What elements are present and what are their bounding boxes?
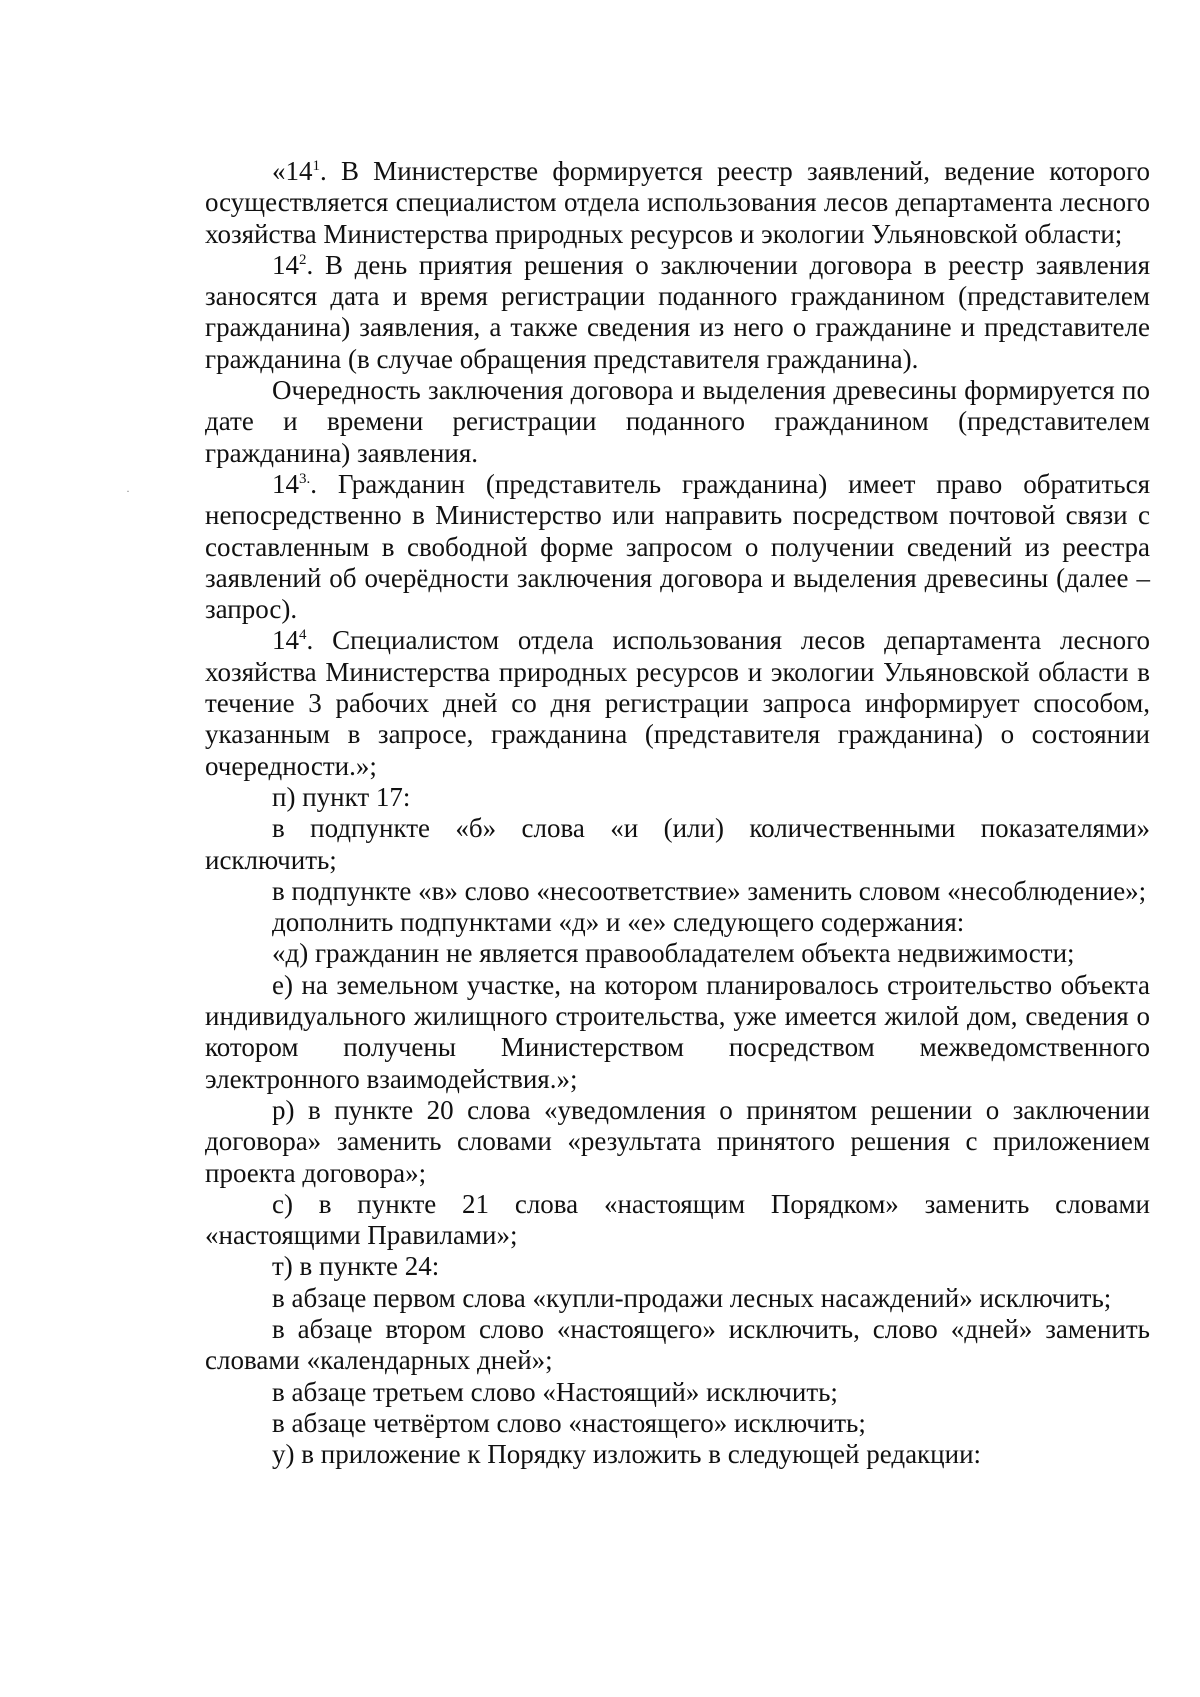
paragraph-text: т) в пункте 24: bbox=[272, 1251, 440, 1282]
paragraph-text: . В Министерстве формируется реестр заявлений, ведение которого осуществляется специалистом отдела использования лесов департамента лесного хозяйства Министерства природных ресурсов и экологии Ульяновской области; bbox=[205, 156, 1150, 249]
paragraph-text: у) в приложение к Порядку изложить в следующей редакции: bbox=[272, 1439, 982, 1470]
paragraph-superscript: 4 bbox=[299, 627, 307, 644]
paragraph-text: п) пункт 17: bbox=[272, 781, 411, 812]
paragraph-number: 14 bbox=[272, 625, 299, 656]
paragraph-text: . Специалистом отдела использования лесов департамента лесного хозяйства Министерства природных ресурсов и экологии Ульяновской области в течение 3 рабочих дней со дня регистрации запроса информирует способом, указанным в запросе, гражданина (представителя гражданина) о состоянии очередности.»; bbox=[205, 625, 1150, 781]
paragraph-item-t-4 bbox=[205, 1408, 1150, 1439]
paragraph-text: в абзаце первом слова «купли-продажи лесных насаждений» исключить; bbox=[272, 1282, 1112, 1313]
paragraph-number: 14 bbox=[272, 249, 299, 280]
paragraph-text: в абзаце четвёртом слово «настоящего» исключить; bbox=[272, 1407, 866, 1438]
paragraph-text: в подпункте «в» слово «несоответствие» заменить словом «несоблюдение»; bbox=[272, 875, 1147, 906]
document-body bbox=[205, 156, 1150, 1470]
paragraph-item-p-v bbox=[205, 876, 1150, 907]
paragraph-item-p bbox=[205, 782, 1150, 813]
paragraph-text: в абзаце втором слово «настоящего» исключить, слово «дней» заменить словами «календарных дней»; bbox=[205, 1313, 1150, 1376]
paragraph-item-t bbox=[205, 1251, 1150, 1282]
paragraph-item-t-3 bbox=[205, 1377, 1150, 1408]
paragraph-number: «14 bbox=[272, 156, 313, 186]
scan-speck: · bbox=[126, 484, 130, 498]
paragraph-text: . В день приятия решения о заключении договора в реестр заявления заносятся дата и время регистрации поданного гражданином (представителем гражданина) заявления, а также сведения из него о гражданине и представителе гражданина (в случае обращения представителя гражданина). bbox=[205, 249, 1150, 374]
paragraph-text: . Гражданин (представитель гражданина) имеет право обратиться непосредственно в Министерство или направить посредством почтовой связи с составленным в свободной форме запросом о получении сведений из реестра заявлений об очерёдности заключения договора и выделения древесины (далее – запрос). bbox=[205, 468, 1150, 625]
paragraph-item-u bbox=[205, 1439, 1150, 1470]
paragraph-item-t-2 bbox=[205, 1314, 1150, 1377]
paragraph-14-1 bbox=[205, 156, 1150, 250]
paragraph-item-r bbox=[205, 1095, 1150, 1189]
paragraph-item-p-add bbox=[205, 907, 1150, 938]
paragraph-text: дополнить подпунктами «д» и «е» следующего содержания: bbox=[272, 907, 965, 938]
paragraph-text: р) в пункте 20 слова «уведомления о принятом решении о заключении договора» заменить словами «результата принятого решения с приложением проекта договора»; bbox=[205, 1094, 1150, 1188]
paragraph-item-s bbox=[205, 1189, 1150, 1252]
paragraph-text: «д) гражданин не является правообладателем объекта недвижимости; bbox=[272, 938, 1075, 969]
paragraph-superscript: 3. bbox=[299, 470, 311, 487]
paragraph-text: Очередность заключения договора и выделения древесины формируется по дате и времени регистрации поданного гражданином (представителем гражданина) заявления. bbox=[205, 375, 1150, 468]
paragraph-text: с) в пункте 21 слова «настоящим Порядком» заменить словами «настоящими Правилами»; bbox=[205, 1188, 1150, 1251]
paragraph-order bbox=[205, 375, 1150, 469]
paragraph-item-p-e bbox=[205, 970, 1150, 1095]
paragraph-number: 14 bbox=[272, 468, 299, 499]
paragraph-14-3 bbox=[205, 469, 1150, 625]
paragraph-text: е) на земельном участке, на котором планировалось строительство объекта индивидуального жилищного строительства, уже имеется жилой дом, сведения о котором получены Министерством посредством межведомственного электронного взаимодействия.»; bbox=[205, 969, 1150, 1094]
paragraph-text: в подпункте «б» слова «и (или) количественными показателями» исключить; bbox=[205, 813, 1150, 875]
paragraph-superscript: 1 bbox=[312, 158, 320, 174]
paragraph-text: в абзаце третьем слово «Настоящий» исключить; bbox=[272, 1376, 838, 1407]
paragraph-item-p-d bbox=[205, 938, 1150, 969]
paragraph-14-2 bbox=[205, 250, 1150, 375]
paragraph-superscript: 2 bbox=[299, 251, 307, 268]
paragraph-14-4 bbox=[205, 625, 1150, 781]
paragraph-item-p-b bbox=[205, 813, 1150, 876]
paragraph-item-t-1 bbox=[205, 1283, 1150, 1314]
